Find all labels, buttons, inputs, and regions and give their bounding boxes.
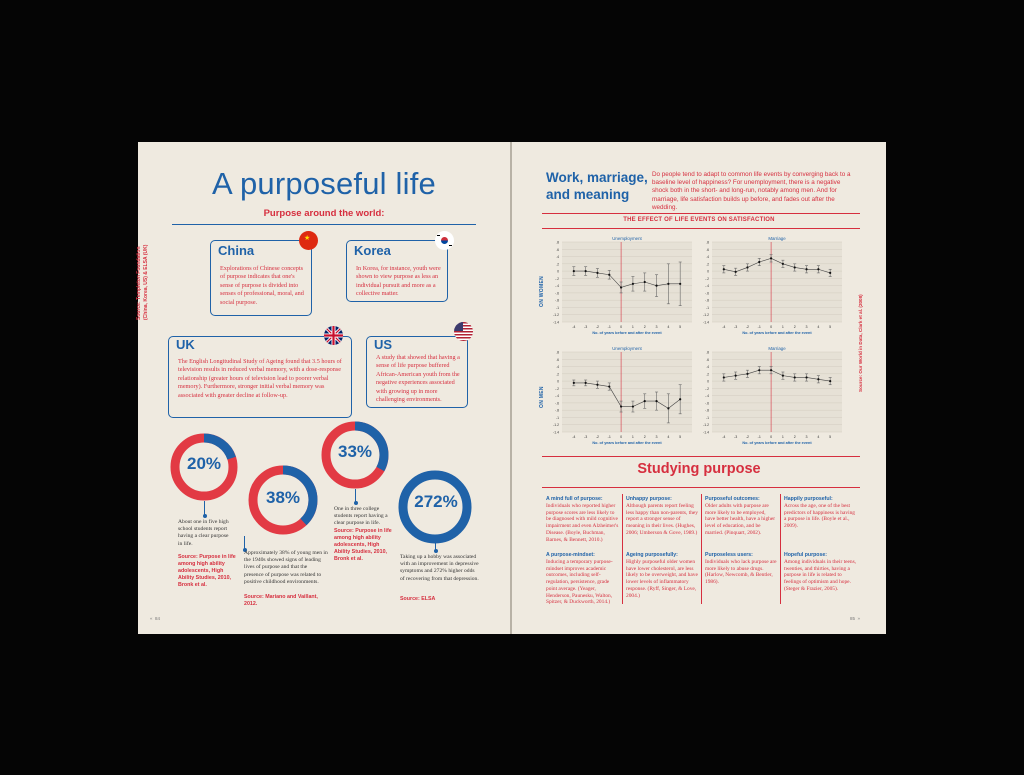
x-axis-label: No. of years before and after the event: [742, 441, 812, 445]
data-point: [723, 376, 725, 378]
data-point: [632, 283, 634, 285]
y-tick-label: -.8: [555, 298, 559, 303]
card-korea-text: In Korea, for instance, youth were shown to view purpose as less an individual pursuit and more as a collective matter.: [356, 265, 441, 298]
data-point: [667, 283, 669, 285]
stat-3-note: One in three college students report having a clear purpose in life.: [334, 506, 388, 527]
y-tick-label: -.2: [705, 276, 709, 281]
x-tick-label: -1: [607, 435, 611, 439]
card-china-heading: China: [218, 243, 255, 258]
y-tick-label: 0: [707, 379, 709, 384]
y-tick-label: -.4: [555, 284, 559, 289]
card-korea-heading: Korea: [354, 243, 391, 258]
y-tick-label: .6: [556, 357, 559, 362]
page-number-left: [150, 616, 160, 621]
x-tick-label: 0: [620, 325, 623, 329]
x-tick-label: 3: [655, 325, 658, 329]
chart-panel-bg: [562, 242, 692, 322]
x-tick-label: 3: [805, 435, 808, 439]
data-point: [585, 270, 587, 272]
y-tick-label: -1.4: [553, 430, 559, 435]
col1-heading-1: A mind full of purpose:: [546, 496, 603, 502]
data-point: [746, 266, 748, 268]
column-divider-2: [701, 494, 702, 604]
card-us-heading: US: [374, 337, 393, 352]
col4-heading-2: Hopeful purpose:: [784, 552, 827, 558]
vertical-source-line-2: (China, Korea, US) & ELSA (UK): [143, 244, 149, 320]
x-tick-label: 5: [829, 435, 832, 439]
data-point: [829, 380, 831, 382]
col1-heading-2: A purpose-mindset:: [546, 552, 595, 558]
x-tick-label: 1: [631, 435, 634, 439]
x-tick-label: 5: [829, 325, 832, 329]
x-tick-label: 4: [817, 325, 820, 329]
page-arrow-left: «: [150, 616, 153, 621]
y-tick-label: -.6: [705, 291, 709, 296]
y-tick-label: -.4: [705, 284, 709, 289]
data-point: [655, 285, 657, 287]
data-point: [758, 261, 760, 263]
col2-heading-1: Unhappy purpose:: [626, 496, 672, 502]
chart-panel-2: [703, 236, 842, 335]
stat-1-note: About one in five high school students report having a clear purpose in life.: [178, 519, 229, 547]
x-tick-label: -3: [734, 325, 738, 329]
y-tick-label: .8: [706, 240, 709, 245]
data-point: [644, 281, 646, 283]
right-page-title: Work, marriage, and meaning: [546, 170, 648, 202]
y-tick-label: .2: [556, 372, 559, 377]
chart-panel-bg: [712, 242, 842, 322]
stat-1-pin: [204, 501, 205, 515]
y-tick-label: -1.2: [703, 313, 709, 318]
y-tick-label: 0: [557, 379, 559, 384]
y-tick-label: .4: [706, 255, 709, 260]
data-point: [585, 382, 587, 384]
chart-title: Marriage: [768, 236, 786, 241]
section-title: Studying purpose: [637, 461, 761, 477]
section-rule-bottom: [542, 487, 860, 488]
card-uk-heading: UK: [176, 337, 195, 352]
vertical-source-line-1: Source: Templeton Foundation: [136, 246, 142, 320]
y-tick-label: .6: [556, 247, 559, 252]
y-tick-label: -1: [555, 305, 559, 310]
y-tick-label: .8: [556, 240, 559, 245]
data-point: [655, 400, 657, 402]
chart-panel-3: [553, 346, 692, 445]
data-point: [644, 400, 646, 402]
y-tick-label: .8: [556, 350, 559, 355]
data-point: [746, 373, 748, 375]
data-point: [829, 272, 831, 274]
left-page: [138, 142, 510, 634]
y-tick-label: .2: [706, 262, 709, 267]
x-tick-label: 3: [805, 325, 808, 329]
y-tick-label: -1: [555, 415, 559, 420]
data-point: [667, 407, 669, 409]
y-tick-label: .4: [556, 365, 559, 370]
x-tick-label: -3: [584, 435, 588, 439]
data-point: [794, 376, 796, 378]
data-point: [596, 272, 598, 274]
x-tick-label: 0: [770, 435, 773, 439]
x-tick-label: 4: [817, 435, 820, 439]
chart-title: Unemployment: [612, 236, 642, 241]
chart-heading: THE EFFECT OF LIFE EVENTS ON SATISFACTION: [623, 217, 775, 223]
y-tick-label: -.2: [555, 386, 559, 391]
chart-rule-mid: [542, 228, 860, 229]
svg-text:★: ★: [304, 235, 311, 242]
y-tick-label: -.4: [705, 394, 709, 399]
column-divider-3: [780, 494, 781, 604]
x-axis-label: No. of years before and after the event: [592, 331, 662, 335]
y-tick-label: .6: [706, 357, 709, 362]
y-tick-label: .2: [556, 262, 559, 267]
col2-text-2: Highly purposeful older women have lower cholesterol, are less likely to be overweight, and have lower levels of inflammatory response. (Ryff, Singer, & Love, 2004.): [626, 559, 698, 599]
page-number-85: 85: [850, 616, 856, 621]
x-tick-label: -1: [757, 325, 761, 329]
x-tick-label: -4: [572, 435, 576, 439]
stat-1-pin-dot: [203, 514, 207, 518]
data-point: [770, 369, 772, 371]
y-tick-label: -1: [705, 415, 709, 420]
stat-2-note: Approximately 38% of young men in the 1940s showed signs of leading lives of purpose and that the presence of purpose was related to positive childhood environments.: [244, 550, 328, 585]
stat-4-note: Taking up a hobby was associated with an improvement in depressive symptoms and 272% higher odds of recovering from that depression.: [400, 554, 479, 582]
col2-text-1: Although parents report feeling less happy than non-parents, they report a stronger sense of meaning in their lives. (Hughes, 2006; Umberson & Gove, 1989.): [626, 503, 699, 536]
col3-heading-2: Purposeless users:: [705, 552, 753, 558]
chart-panel-bg: [712, 352, 842, 432]
data-point: [679, 283, 681, 285]
y-tick-label: -.8: [705, 298, 709, 303]
chart-title: Marriage: [768, 346, 786, 351]
y-tick-label: .8: [706, 350, 709, 355]
card-china-text: Explorations of Chinese concepts of purpose indicates that one's sense of purpose is divided into senses of professional, moral, and social purpose.: [220, 265, 304, 306]
x-tick-label: -3: [584, 325, 588, 329]
data-point: [723, 268, 725, 270]
col4-text-2: Among individuals in their teens, twenties, and thirties, having a purpose in life is related to feelings of optimism and hope. (Steger & Frazier, 2005).: [784, 559, 857, 592]
stat-3-value: 33%: [337, 442, 373, 461]
stat-2-value: 38%: [265, 488, 301, 507]
page-title: A purposeful life: [212, 166, 436, 201]
col1-text-1: Individuals who reported higher purpose scores are less likely to be diagnosed with mild cognitive impairment and even Alzheimer's Disease. (Boyle, Buchman, Barnes, & Bennett, 2010.): [546, 503, 619, 543]
row-label-men: ON MEN: [539, 386, 545, 408]
x-tick-label: -1: [607, 325, 611, 329]
x-tick-label: 5: [679, 435, 682, 439]
y-tick-label: .4: [556, 255, 559, 260]
y-tick-label: -1.2: [553, 313, 559, 318]
y-tick-label: -.6: [705, 401, 709, 406]
column-divider-1: [622, 494, 623, 604]
stat-2-source: Source: Mariano and Vaillant, 2012.: [244, 594, 318, 607]
x-tick-label: -2: [595, 325, 600, 329]
section-rule-top: [542, 456, 860, 457]
x-tick-label: -2: [745, 325, 750, 329]
y-tick-label: -1.4: [703, 430, 709, 435]
data-point: [817, 378, 819, 380]
data-point: [758, 369, 760, 371]
col2-heading-2: Ageing purposefully:: [626, 552, 678, 558]
y-tick-label: -.2: [555, 276, 559, 281]
right-page: [512, 142, 886, 634]
y-tick-label: -1.2: [703, 423, 709, 428]
data-point: [805, 268, 807, 270]
life-events-charts: [512, 230, 886, 452]
x-tick-label: 5: [679, 325, 682, 329]
data-point: [632, 405, 634, 407]
data-point: [573, 382, 575, 384]
stat-4-source: Source: ELSA: [400, 596, 436, 602]
stat-1-source: Source: Purpose in life among high ability adolescents, High Ability Studies, 2010, Bronk et al.: [178, 554, 236, 588]
data-point: [596, 384, 598, 386]
x-tick-label: 3: [655, 435, 658, 439]
card-uk-text: The English Longitudinal Study of Ageing found that 3.5 hours of television results in reduced verbal memory, with a dose-response relationship (greater hours of television lead to poorer verbal memory). Furthermore, stronger initial verbal memory was associated with greater decline at follow-up.: [178, 358, 342, 399]
chart-panel-bg: [562, 352, 692, 432]
col3-text-2: Individuals who lack purpose are more likely to abuse drugs. (Harlow, Newcomb, & Bentler, 1986).: [705, 559, 777, 586]
page-arrow-right: »: [857, 616, 861, 621]
stat-1-value: 20%: [186, 454, 222, 473]
stat-4-pin-dot: [434, 549, 438, 553]
y-tick-label: -.6: [555, 291, 559, 296]
stat-3-source: Source: Purpose in life among high ability adolescents, High Ability Studies, 2010, Bronk et al.: [334, 528, 392, 562]
x-tick-label: -4: [722, 325, 726, 329]
x-tick-label: 1: [781, 435, 784, 439]
y-tick-label: .6: [706, 247, 709, 252]
y-tick-label: -1.2: [553, 423, 559, 428]
x-tick-label: 1: [631, 325, 634, 329]
data-point: [735, 271, 737, 273]
x-tick-label: -1: [757, 435, 761, 439]
data-point: [817, 268, 819, 270]
page-number-84: 84: [155, 616, 161, 621]
x-tick-label: 4: [667, 325, 670, 329]
x-tick-label: -2: [745, 435, 750, 439]
x-tick-label: -2: [595, 435, 600, 439]
data-point: [608, 385, 610, 387]
chart-title: Unemployment: [612, 346, 642, 351]
col1-text-2: Inducing a temporary purpose-mindset improves academic outcomes, including self-regulation, persistence, grade point average. (Yeager, Henderson, Paunesku, Walton, Spitzer, & Duckworth, 2014.): [546, 559, 613, 606]
data-point: [794, 266, 796, 268]
data-point: [620, 405, 622, 407]
y-tick-label: .4: [706, 365, 709, 370]
page-number-right: [850, 616, 860, 621]
data-point: [679, 398, 681, 400]
y-tick-label: 0: [707, 269, 709, 274]
chart-panel-4: [703, 346, 842, 445]
stat-4-value: 272%: [414, 492, 458, 511]
row-label-women: ON WOMEN: [539, 275, 545, 307]
col4-heading-1: Happily purposeful:: [784, 496, 833, 502]
x-tick-label: 0: [620, 435, 623, 439]
y-tick-label: -.8: [705, 408, 709, 413]
col4-text-1: Across the age, one of the best predictors of happiness is having a purpose in life. (Boyle et al., 2009).: [784, 503, 855, 530]
y-tick-label: .2: [706, 372, 709, 377]
y-tick-label: -1: [705, 305, 709, 310]
y-tick-label: -1.4: [703, 320, 709, 325]
x-tick-label: 2: [643, 325, 646, 329]
y-tick-label: -.6: [555, 401, 559, 406]
x-tick-label: -3: [734, 435, 738, 439]
y-tick-label: -.4: [555, 394, 559, 399]
data-point: [782, 375, 784, 377]
x-axis-label: No. of years before and after the event: [742, 331, 812, 335]
chart-panel-1: [553, 236, 692, 335]
data-point: [805, 376, 807, 378]
y-tick-label: -.8: [555, 408, 559, 413]
data-point: [608, 274, 610, 276]
x-tick-label: 0: [770, 325, 773, 329]
x-tick-label: -4: [572, 325, 576, 329]
x-tick-label: 2: [793, 435, 796, 439]
y-tick-label: -1.4: [553, 320, 559, 325]
chart-side-source: Source: Our World in Data, Clark et al. (2008): [858, 294, 863, 392]
data-point: [573, 270, 575, 272]
right-page-intro: Do people tend to adapt to common life events by converging back to a baseline level of happiness? For unemployment, there is a negative shock both in the short- and long-run, notably among men. And for marriage, life satisfaction builds up before, and fades out after the wedding.: [652, 171, 851, 211]
page-subtitle: Purpose around the world:: [263, 208, 385, 219]
x-tick-label: 1: [781, 325, 784, 329]
card-us-text: A study that showed that having a sense of life purpose buffered African-American youth from the negative experiences associated with growing up in more challenging environments.: [376, 354, 460, 404]
data-point: [620, 286, 622, 288]
col3-text-1: Older adults with purpose are more likely to be employed, have better health, have a higher level of education, and be married. (Pinquart, 2002).: [705, 503, 776, 536]
y-tick-label: 0: [557, 269, 559, 274]
x-axis-label: No. of years before and after the event: [592, 441, 662, 445]
x-tick-label: 4: [667, 435, 670, 439]
col3-heading-1: Purposeful outcomes:: [705, 496, 760, 502]
data-point: [770, 257, 772, 259]
x-tick-label: 2: [643, 435, 646, 439]
data-point: [735, 375, 737, 377]
chart-rule-top: [542, 213, 860, 214]
data-point: [782, 263, 784, 265]
x-tick-label: -4: [722, 435, 726, 439]
stat-3-pin-dot: [354, 501, 358, 505]
x-tick-label: 2: [793, 325, 796, 329]
y-tick-label: -.2: [705, 386, 709, 391]
